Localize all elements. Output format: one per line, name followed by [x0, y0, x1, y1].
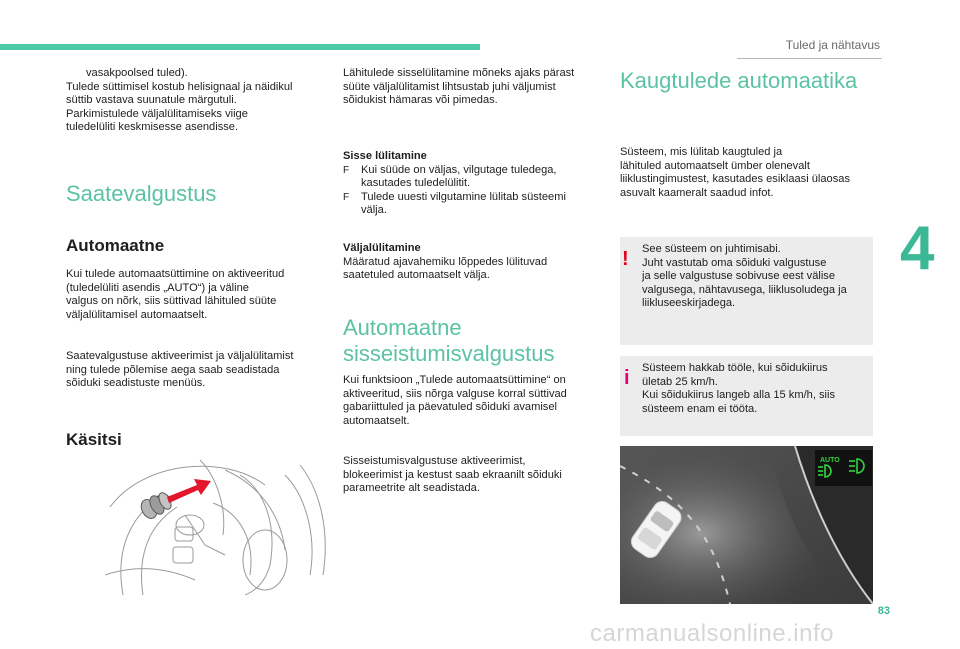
subheading-valjalulitamine: Väljalülitamine [343, 242, 421, 254]
text-line: (tuledelüliti asendis „AUTO“) ja väline [66, 281, 249, 294]
page-number: 83 [877, 605, 890, 617]
text-line: asuvalt kaameralt saadud infot. [620, 186, 774, 199]
section-title-line: Automaatne [343, 315, 462, 340]
col2-on-block [343, 150, 603, 218]
text-line: Määratud ajavahemiku lõppedes lülituvad [343, 255, 548, 268]
text-line: Süsteem hakkab tööle, kui sõidukiirus [642, 362, 828, 374]
light-stalk-illustration [105, 455, 330, 595]
text-line: Tulede uuesti vilgutamine lülitab süsteemi [361, 190, 566, 203]
text-line: välja. [361, 204, 387, 217]
col2-off-block [343, 242, 603, 283]
text-line: ning tulede põlemise aega saab seadistada [66, 363, 280, 376]
warning-icon: ! [622, 248, 629, 270]
text-line: sõidukist hämaras või pimedas. [343, 94, 498, 107]
text-line: Lähitulede sisselülitamine mõneks ajaks pärast [343, 67, 575, 79]
heading-automaatne: Automaatne [66, 236, 165, 255]
text-line: Tulede süttimisel kostub helisignaal ja näidikul [66, 80, 293, 93]
text-line: Kui sõidukiirus langeb alla 15 km/h, siis [642, 389, 836, 402]
text-line: See süsteem on juhtimisabi. [642, 243, 781, 255]
text-line: liikluseeskirjadega. [642, 297, 736, 310]
list-item [343, 191, 603, 218]
text-line: süüte väljalülitamist lihtsustab juhi väljumist [343, 80, 556, 93]
text-line: vasakpoolsed tuled). [86, 67, 188, 79]
top-accent-bar [0, 44, 480, 50]
text-line: tuledelüliti keskmisesse asendisse. [66, 121, 239, 134]
text-line: valgus on nõrk, siis süttivad lähituled süüte [66, 295, 277, 308]
text-line: gabariittuled ja päevatuled sõiduki avamisel [343, 401, 557, 414]
text-line: Juht vastutab oma sõiduki valgustuse [642, 256, 827, 269]
section-title-line: sisseistumisvalgustus [343, 341, 555, 366]
text-line: Kui tulede automaatsüttimine on aktiveeritud [66, 268, 285, 280]
text-line: süsteem enam ei tööta. [642, 402, 758, 415]
section-title-kaugtulede-automaatika: Kaugtulede automaatika [620, 68, 858, 93]
text-line: kasutades tuledelülitit. [361, 177, 471, 190]
text-line: automaatselt. [343, 414, 410, 427]
text-line: aktiveeritud, siis nõrga valguse korral süttivad [343, 387, 567, 400]
col2-text2 [343, 455, 605, 496]
col3-intro [620, 146, 885, 200]
text-line: sõiduki seadistuste menüüs. [66, 377, 206, 390]
section-title-sisseistumisvalgustus [343, 315, 555, 367]
text-line: ületab 25 km/h. [642, 375, 718, 388]
watermark: carmanualsonline.info [590, 620, 834, 647]
text-line: väljalülitamisel automaatselt. [66, 308, 208, 321]
text-line: Kui süüde on väljas, vilgutage tuledega, [361, 163, 557, 176]
text-line: Sisseistumisvalgustuse aktiveerimist, [343, 455, 526, 467]
col2-intro [343, 67, 603, 108]
col2-text1 [343, 374, 605, 428]
indicator-label: AUTO [820, 457, 840, 464]
info-box [620, 356, 873, 436]
list-item [343, 164, 603, 191]
auto-high-beam-indicator [815, 450, 872, 486]
subheading-sisse-lulitamine: Sisse lülitamine [343, 150, 427, 162]
text-line: süttib vastava suunatule märgutuli. [66, 94, 237, 107]
text-line: Kui funktsioon „Tulede automaatsüttimine“ on [343, 374, 566, 386]
chapter-divider [737, 58, 882, 59]
bullet-icon: F [343, 164, 350, 176]
warning-box [620, 237, 873, 345]
text-line: Parkimistulede väljalülitamiseks viige [66, 107, 248, 120]
text-line: Süsteem, mis lülitab kaugtuled ja [620, 146, 783, 158]
text-line: ja selle valgustuse sobivuse eest välise [642, 270, 836, 283]
text-line: blokeerimist ja kestust saab ekraanilt sõiduki [343, 468, 562, 481]
col1-intro [66, 67, 331, 135]
text-line: saatetuled automaatselt välja. [343, 269, 490, 282]
heading-kasitsi: Käsitsi [66, 430, 122, 449]
high-beam-night-illustration [620, 446, 873, 604]
text-line: parameetrite alt seadistada. [343, 482, 480, 495]
col1-auto-text2 [66, 350, 341, 391]
bullet-icon: F [343, 191, 350, 203]
section-title-saatevalgustus: Saatevalgustus [66, 181, 217, 206]
text-line: lähituled automaatselt ümber olenevalt [620, 159, 810, 172]
text-line: liiklustingimustest, kasutades esiklaasi ülaosas [620, 173, 850, 186]
text-line: Saatevalgustuse aktiveerimist ja väljalülitamist [66, 350, 294, 362]
col1-auto-text1 [66, 268, 336, 322]
text-line: valgusega, nähtavusega, liiklusoludega ja [642, 283, 847, 296]
chapter-number: 4 [900, 214, 935, 283]
chapter-title: Tuled ja nähtavus [785, 38, 880, 52]
info-icon: i [624, 367, 630, 389]
